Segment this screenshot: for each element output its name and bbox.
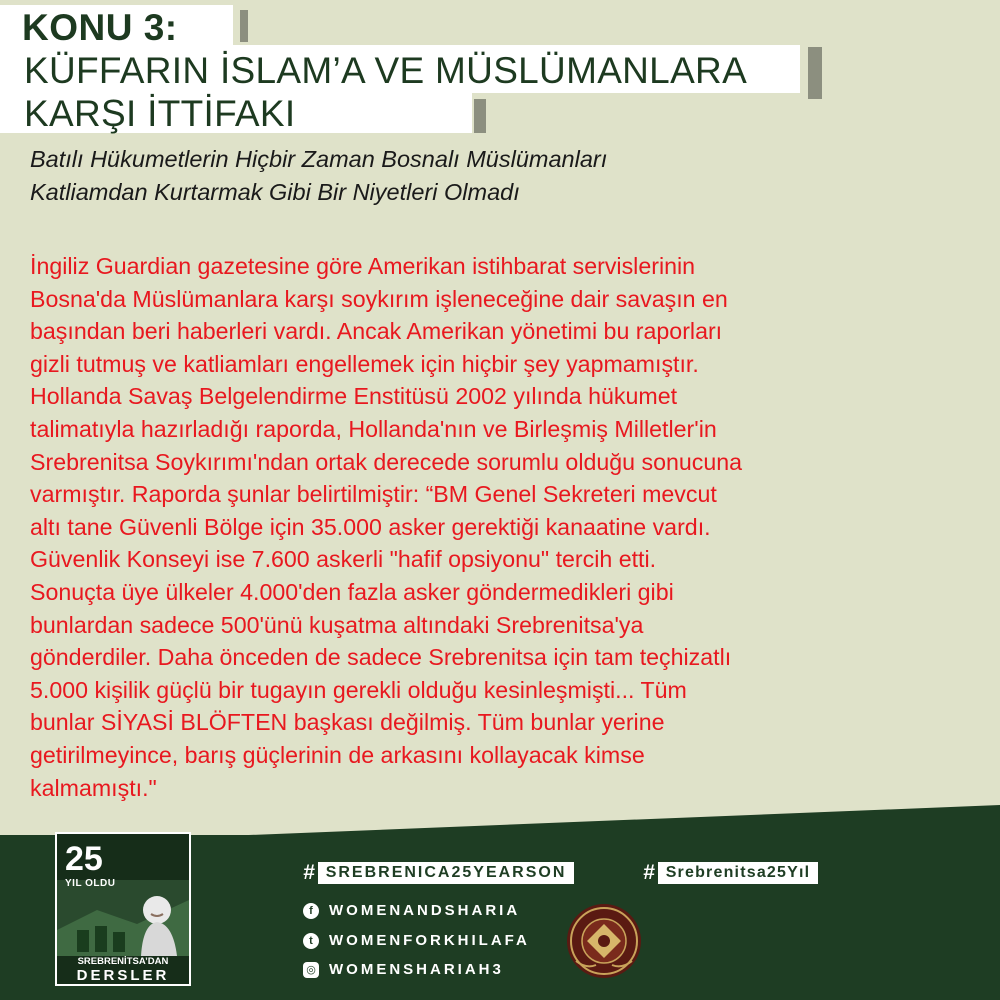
body-line: Güvenlik Konseyi ise 7.600 askerli "hafif opsiyonu" tercih etti. [30,546,657,573]
instagram-icon: ◎ [303,962,319,978]
instagram-handle: WOMENSHARIAH3 [329,961,504,978]
hashtag-label: Srebrenitsa25Yıl [658,862,819,884]
logo-number: 25 [65,840,103,878]
page-title-line-2: KARŞI İTTİFAKI [24,93,296,134]
subtitle-line-2: Katliamdan Kurtarmak Gibi Bir Niyetleri Olmadı [30,179,520,205]
body-line: Srebrenitsa Soykırımı'ndan ortak derecede sorumlu olduğu sonucuna [30,448,743,475]
body-line: bunlar SİYASİ BLÖFTEN başkası değilmiş. Tüm bunlar yerine [30,709,665,736]
hash-symbol: # [643,861,655,884]
body-line: varmıştır. Raporda şunlar belirtilmiştir: “BM Genel Sekreteri mevcut [30,481,717,508]
facebook-icon: f [303,903,319,919]
decor-bar [474,99,486,133]
logo-subtitle: YIL OLDU [65,878,116,889]
body-line: gönderdiler. Daha önceden de sadece Srebrenitsa için tam teçhizatlı [30,644,732,671]
body-line: gizli tutmuş ve katliamları engellemek için hiçbir şey yapmamıştır. [30,350,699,377]
twitter-handle: WOMENFORKHILAFA [329,932,530,949]
logo-line-1: SREBRENİTSA’DAN [77,956,169,967]
hashtag-srebrenitsa25yil[interactable] [643,862,818,884]
decor-bar [808,47,822,99]
body-line: altı tane Güvenli Bölge için 35.000 asker gerektiği kanaatine vardı. [30,513,711,540]
campaign-logo [55,832,191,986]
body-line: Hollanda Savaş Belgelendirme Enstitüsü 2002 yılında hükumet [30,383,678,410]
body-line: 5.000 kişilik güçlü bir tugayın gerekli olduğu kesinleşmişti... Tüm [30,676,687,703]
body-line: bunlardan sadece 500'ünü kuşatma altındaki Srebrenitsa'ya [30,611,644,638]
body-line: İngiliz Guardian gazetesine göre Amerikan istihbarat servislerinin [30,253,696,279]
seal-emblem-icon [566,903,642,979]
subtitle-line-1: Batılı Hükumetlerin Hiçbir Zaman Bosnalı Müslümanları [30,146,608,172]
subtitle [30,143,970,209]
logo-line-2: DERSLER [76,967,170,984]
hash-symbol: # [303,861,315,884]
body-line: getirilmeyince, barış güçlerinin de arkasını kollayacak kimse [30,741,645,768]
twitter-link[interactable] [303,932,530,949]
topic-label: KONU 3: [22,7,178,48]
hashtag-srebrenica25yearson[interactable] [303,862,574,884]
body-line: başından beri haberleri vardı. Ancak Amerikan yönetimi bu raporları [30,318,723,345]
facebook-handle: WOMENANDSHARIA [329,902,521,919]
logo-photo [57,880,189,956]
facebook-link[interactable] [303,902,520,919]
hashtag-label: SREBRENICA25YEARSON [318,862,575,884]
body-line: kalmamıştı." [30,774,157,801]
page-title-line-1: KÜFFARIN İSLAM’A VE MÜSLÜMANLARA [24,50,748,91]
body-paragraph [30,250,985,804]
body-line: Sonuçta üye ülkeler 4.000'den fazla asker göndermedikleri gibi [30,578,674,605]
instagram-link[interactable] [303,961,504,978]
decor-bar [240,10,248,42]
twitter-icon: t [303,933,319,949]
body-line: talimatıyla hazırladığı raporda, Hollanda'nın ve Birleşmiş Milletler'in [30,415,717,442]
body-line: Bosna'da Müslümanlara karşı soykırım işleneceğine dair savaşın en [30,285,728,312]
